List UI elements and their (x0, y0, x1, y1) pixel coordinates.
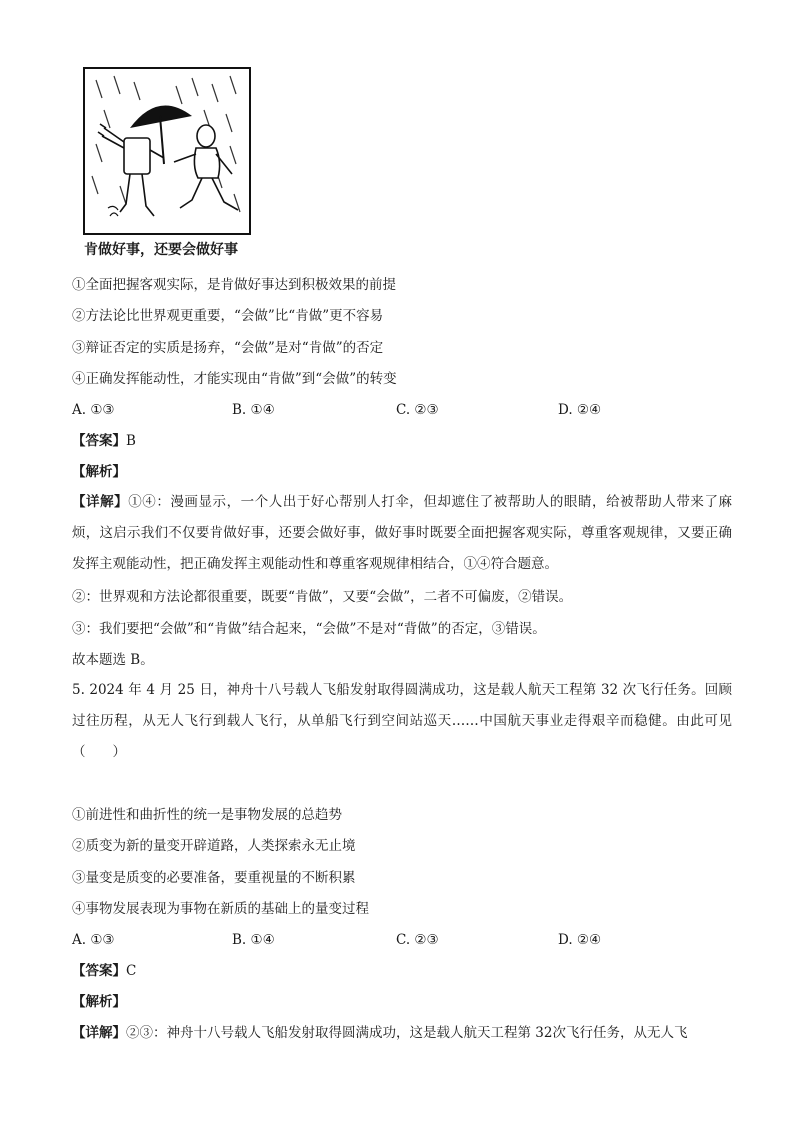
q4-option-b: B. ①④ (232, 402, 275, 418)
q4-statement-1: ①全面把握客观实际，是肯做好事达到积极效果的前提 (72, 277, 396, 293)
detail-text: ①④：漫画显示，一个人出于好心帮别人打伞，但却遮住了被帮助人的眼睛，给被帮助人带来了麻烦，这启示我们不仅要肯做好事，还要会做好事，做好事时既要全面把握客观实际，尊重客观规律，又要正确发挥主观能动性，把正确发挥主观能动性和尊重客观规律相结合，①④符合题意。 (72, 494, 733, 572)
q4-note-3: ③：我们要把“会做”和“肯做”结合起来，“会做”不是对“背做”的否定，③错误。 (72, 621, 546, 637)
q5-option-d: D. ②④ (558, 932, 602, 948)
analysis-label: 【解析】 (72, 994, 126, 1010)
figure-caption: 肯做好事，还要会做好事 (84, 242, 238, 258)
q4-option-a: A. ①③ (72, 402, 115, 418)
q4-conclusion: 故本题选 B。 (72, 652, 154, 668)
answer-value: B (126, 433, 136, 449)
detail-label: 【详解】 (72, 1025, 126, 1041)
q5-answer (72, 961, 136, 981)
q4-statement-3: ③辩证否定的实质是扬弃，“会做”是对“肯做”的否定 (72, 340, 384, 356)
q5-stem: 5. 2024 年 4 月 25 日，神舟十八号载人飞船发射取得圆满成功，这是载人航天工程第 32 次飞行任务。回顾过往历程，从无人飞行到载人飞行，从单船飞行到空间站巡天……中国航天事业走得艰辛而稳健。由此可见（ ） (72, 682, 732, 760)
cartoon-illustration (80, 66, 252, 238)
detail-label: 【详解】 (72, 494, 129, 510)
q4-detail-paragraph (72, 487, 732, 580)
answer-label: 【答案】 (72, 963, 126, 979)
q5-statement-2: ②质变为新的量变开辟道路，人类探索永无止境 (72, 838, 356, 854)
q4-statement-4: ④正确发挥能动性，才能实现由“肯做”到“会做”的转变 (72, 371, 397, 387)
answer-value: C (126, 963, 137, 979)
q4-option-c: C. ②③ (396, 402, 439, 418)
q5-detail (72, 1023, 687, 1043)
q5-statement-3: ③量变是质变的必要准备，要重视量的不断积累 (72, 870, 356, 886)
q4-option-d: D. ②④ (558, 402, 602, 418)
q5-analysis-heading (72, 992, 126, 1012)
q4-analysis-heading (72, 462, 126, 482)
q4-answer (72, 431, 136, 451)
answer-label: 【答案】 (72, 433, 126, 449)
q4-note-2: ②：世界观和方法论都很重要，既要“肯做”，又要“会做”，二者不可偏废，②错误。 (72, 589, 573, 605)
q5-statement-1: ①前进性和曲折性的统一是事物发展的总趋势 (72, 807, 342, 823)
q5-option-c: C. ②③ (396, 932, 439, 948)
detail-text: ②③：神舟十八号载人飞船发射取得圆满成功，这是载人航天工程第 32次飞行任务，从无人飞 (126, 1025, 688, 1041)
q5-option-b: B. ①④ (232, 932, 275, 948)
q4-statement-2: ②方法论比世界观更重要，“会做”比“肯做”更不容易 (72, 308, 384, 324)
q5-statement-4: ④事物发展表现为事物在新质的基础上的量变过程 (72, 901, 369, 917)
q5-option-a: A. ①③ (72, 932, 115, 948)
analysis-label: 【解析】 (72, 464, 126, 480)
